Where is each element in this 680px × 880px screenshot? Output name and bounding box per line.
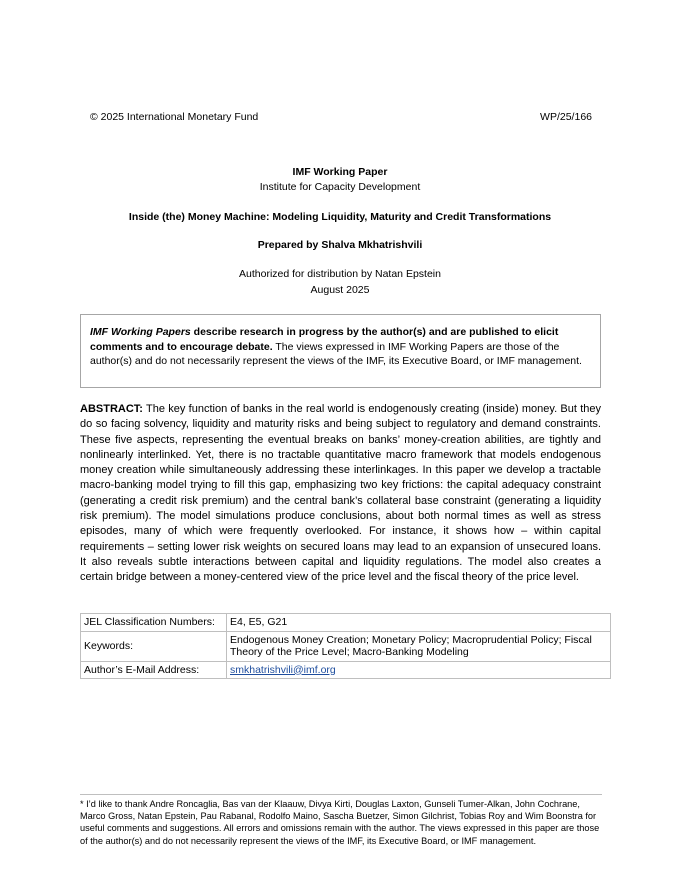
footnote: * I’d like to thank Andre Roncaglia, Bas van der Klaauw, Divya Kirti, Douglas Laxton, Gunseli Tumer-Alkan, John Cochrane, Marco Gross, Natan Epstein, Pau Rabanal, Rodolfo Maino, Sascha Buetzer, Simon Gilchrist, Tobias Roy and Wim Boonstra for useful comments and suggestions. All errors and omissions remain with the author. The views expressed in this paper are those of the author(s) and do not necessarily represent the views of the IMF, its Executive Board, or IMF management. [80, 799, 600, 846]
department: Institute for Capacity Development [259, 181, 421, 193]
disclaimer-bold: describe research in progress by the author(s) and are published to elicit comments and to encourage debate. [90, 326, 559, 353]
keywords-value: Endogenous Money Creation; Monetary Policy; Macroprudential Policy; Fiscal Theory of the Price Level; Macro-Banking Modeling [227, 631, 611, 661]
publication-date: August 2025 [310, 284, 370, 296]
series-title: IMF Working Paper [292, 166, 388, 178]
abstract-label: ABSTRACT: [80, 403, 143, 415]
table-row [81, 631, 611, 661]
jel-value: E4, E5, G21 [227, 614, 611, 632]
abstract-text: The key function of banks in the real world is endogenously creating (inside) money. But they do so facing solvency, liquidity and maturity risks and being subject to regulatory and demand constraints. These five aspects, representing the eventual breaks on banks’ money-creation abilities, are tightly and nonlinearly interlinked. Yet, there is no tractable quantitative macro framework that models endogenous money creation while simultaneously addressing these interlinkages. In this paper we develop a tractable macro-banking model trying to fill this gap, emphasizing two key frictions: the capital adequacy constraint (generating a credit risk premium) and the central bank’s collateral base constraint (generating a liquidity risk premium). The model simulations produce conclusions, about both normal times as well as stress episodes, many of which were frequently overlooked. For instance, it shows how – within capital requirements – setting lower risk weights on secured loans may lead to an expansion of unsecured loans. It also reveals subtle interactions between capital and liquidity regulations. The model also creates a certain bridge between a money-centered view of the price level and the fiscal theory of the price level. [80, 403, 601, 584]
jel-label: JEL Classification Numbers: [81, 614, 227, 632]
table-row [81, 614, 611, 632]
footnote-divider [80, 794, 602, 795]
table-row [81, 661, 611, 679]
email-link[interactable]: smkhatrishvili@imf.org [230, 663, 336, 676]
prepared-by: Prepared by Shalva Mkhatrishvili [257, 239, 423, 251]
working-paper-number: WP/25/166 [540, 111, 592, 123]
disclaimer-italic: IMF Working Papers [90, 326, 191, 338]
disclaimer-box [80, 314, 601, 388]
email-label: Author’s E-Mail Address: [81, 661, 227, 679]
authorized-by: Authorized for distribution by Natan Epstein [239, 268, 441, 280]
disclaimer-text: The views expressed in IMF Working Papers are those of the author(s) and do not necessarily represent the views of the IMF, its Executive Board, or IMF management. [90, 340, 582, 368]
metadata-table [80, 613, 611, 679]
abstract [80, 402, 601, 586]
copyright-notice: © 2025 International Monetary Fund [90, 111, 259, 123]
keywords-label: Keywords: [81, 631, 227, 661]
paper-title: Inside (the) Money Machine: Modeling Liquidity, Maturity and Credit Transformations [128, 211, 552, 223]
